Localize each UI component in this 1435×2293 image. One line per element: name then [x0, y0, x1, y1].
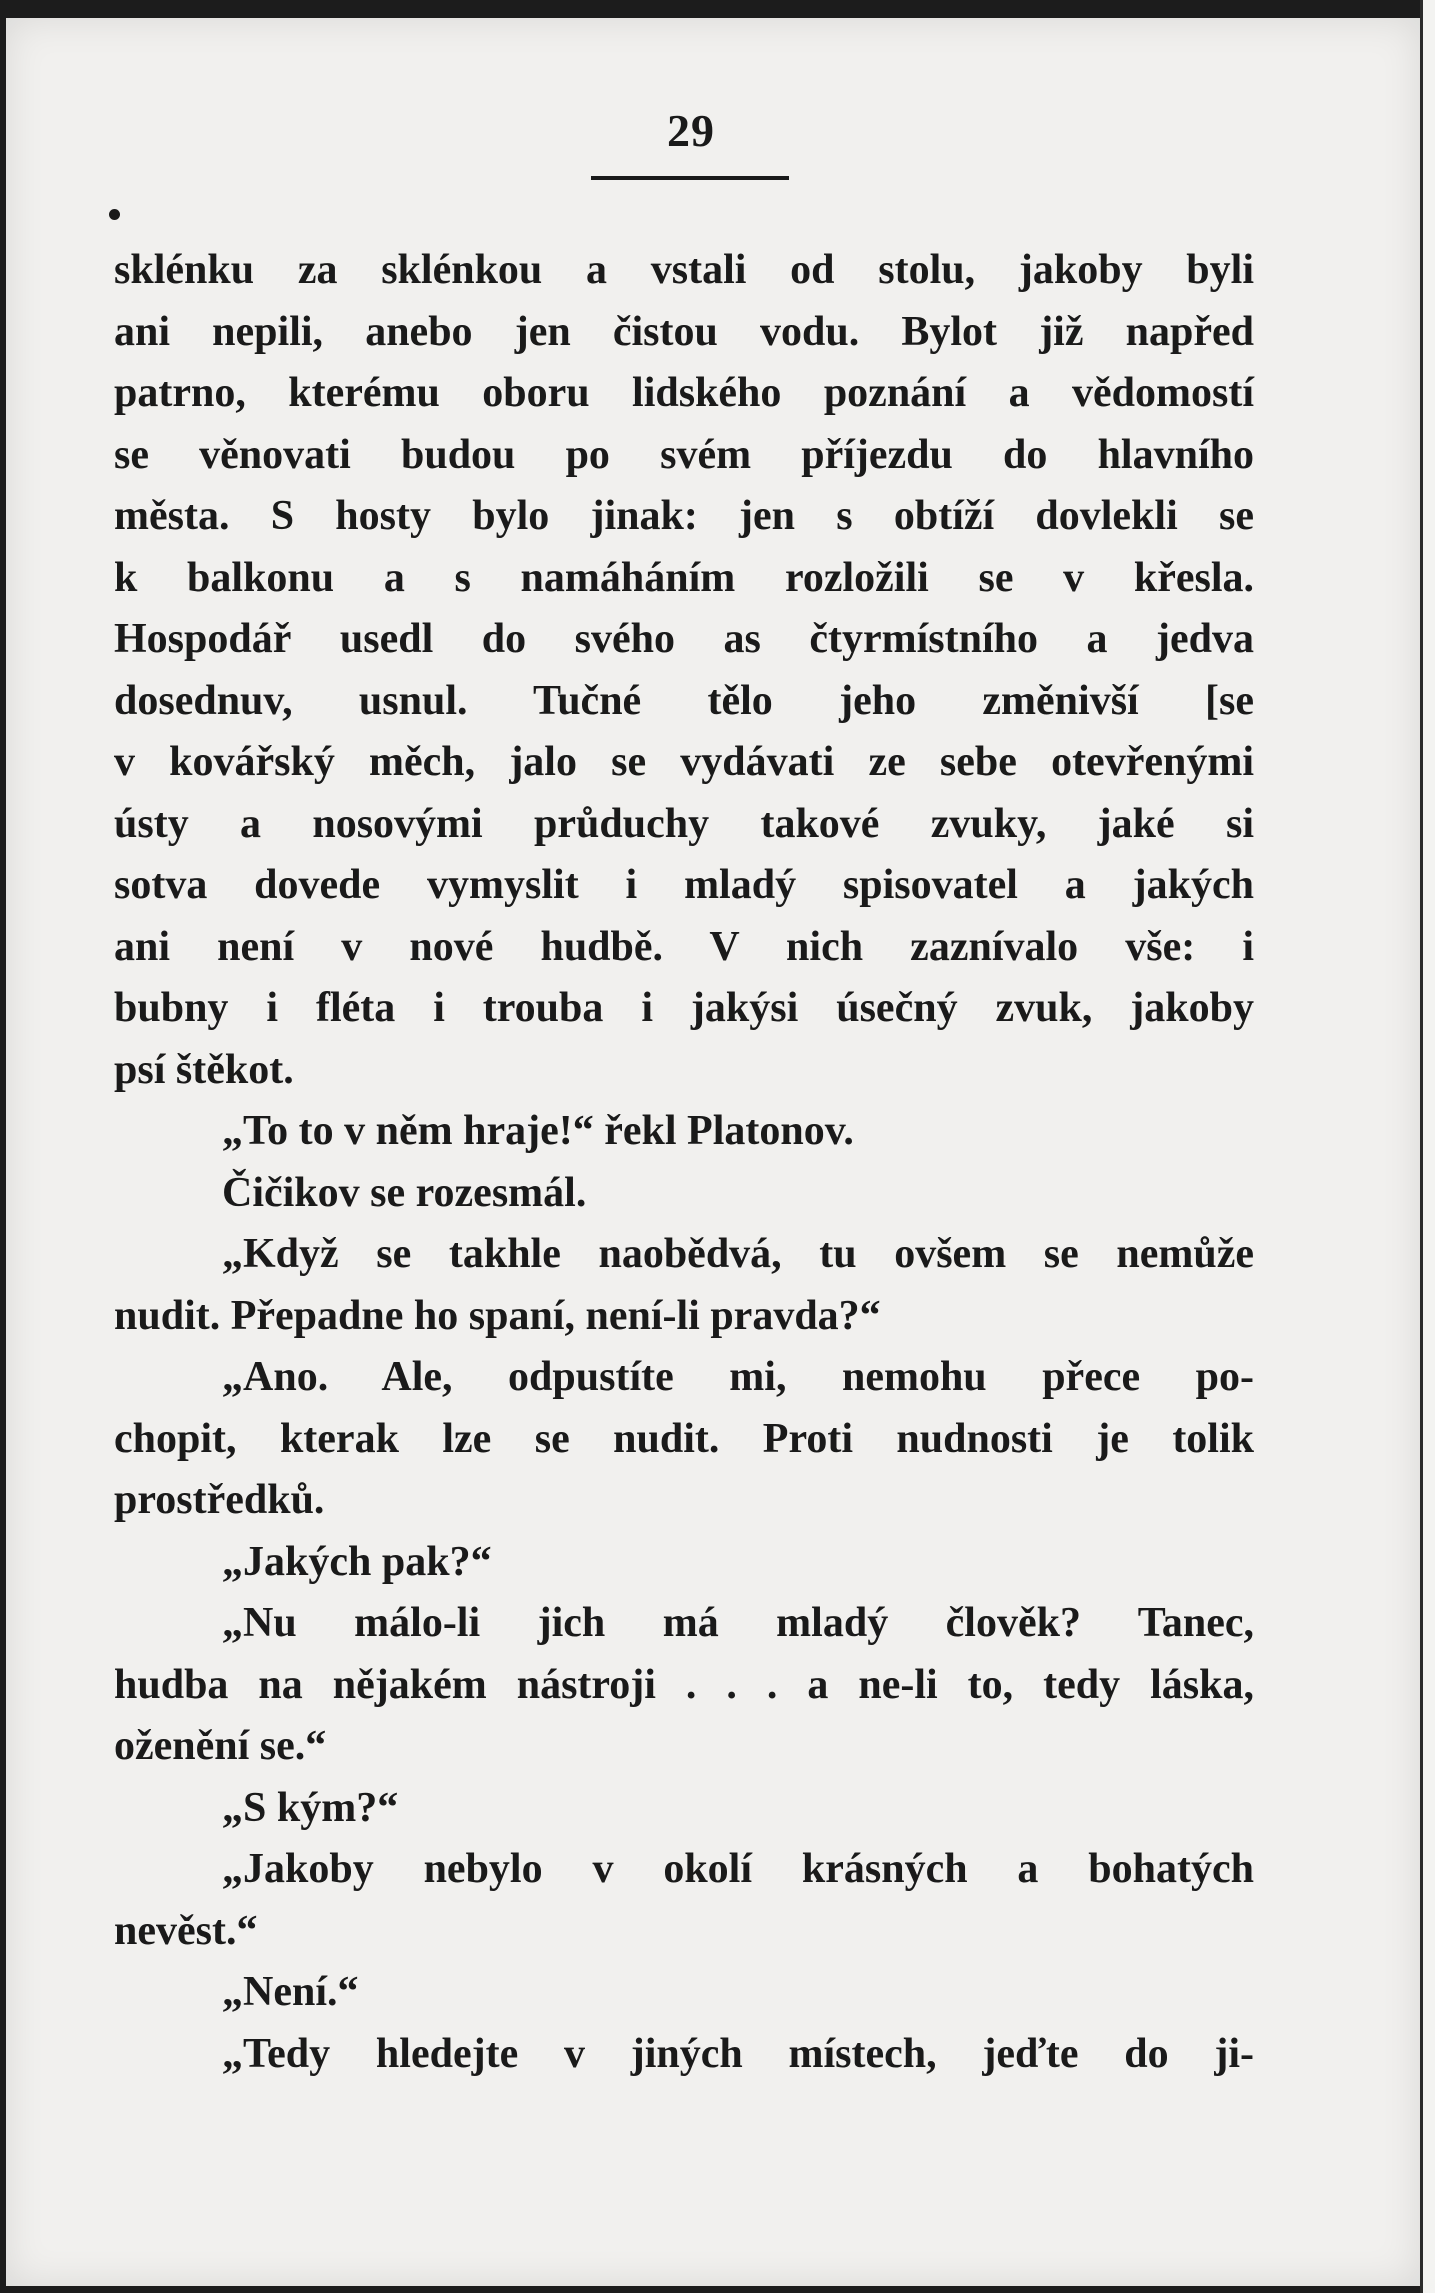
text-line: sklénku za sklénkou a vstali od stolu, jakoby byli — [114, 247, 1254, 293]
text-line: se věnovati budou po svém příjezdu do hlavního — [114, 431, 1254, 478]
text-line: Hospodář usedl do svého as čtyrmístního a jedva — [114, 616, 1254, 662]
text-line: nudit. Přepadne ho spaní, není-li pravda?“ — [114, 1292, 881, 1339]
text-line: dosednuv, usnul. Tučné tělo jeho změnivší [se — [114, 677, 1254, 724]
text-line: Čičikov se rozesmál. — [222, 1169, 587, 1216]
text-line: ani není v nové hudbě. V nich zaznívalo vše: i — [114, 923, 1254, 970]
text-line: ústy a nosovými průduchy takové zvuky, jaké si — [114, 800, 1254, 847]
text-line: „Tedy hledejte v jiných místech, jeďte do ji- — [222, 2030, 1254, 2077]
text-line: nevěst.“ — [114, 1907, 258, 1954]
text-line: bubny i fléta i trouba i jakýsi úsečný zvuk, jakoby — [114, 985, 1254, 1031]
text-line: „Není.“ — [222, 1969, 359, 2015]
text-line: psí štěkot. — [114, 1046, 294, 1093]
body-text — [114, 240, 1254, 2085]
text-line: „Když se takhle naobědvá, tu ovšem se nemůže — [222, 1231, 1254, 1277]
text-line: sotva dovede vymyslit i mladý spisovatel a jakých — [114, 862, 1254, 908]
page-number: 29 — [667, 105, 715, 156]
printer-mark — [109, 209, 120, 220]
text-line: města. S hosty bylo jinak: jen s obtíží dovlekli se — [114, 493, 1254, 539]
book-page — [6, 18, 1420, 2286]
text-line: oženění se.“ — [114, 1723, 327, 1769]
text-line: „To to v něm hraje!“ řekl Platonov. — [222, 1108, 854, 1154]
page-number-rule — [591, 176, 789, 180]
text-line: chopit, kterak lze se nudit. Proti nudnosti je tolik — [114, 1415, 1254, 1462]
text-line: „Nu málo-li jich má mladý člověk? Tanec, — [222, 1600, 1254, 1646]
text-line: ani nepili, anebo jen čistou vodu. Bylot již napřed — [114, 308, 1254, 355]
text-line: v kovářský měch, jalo se vydávati ze sebe otevřenými — [114, 739, 1254, 785]
page-edge — [1420, 0, 1435, 2293]
text-line: hudba na nějakém nástroji . . . a ne-li to, tedy láska, — [114, 1661, 1254, 1708]
text-line: „Ano. Ale, odpustíte mi, nemohu přece po- — [222, 1354, 1254, 1400]
text-line: patrno, kterému oboru lidského poznání a vědomostí — [114, 370, 1254, 416]
text-line: k balkonu a s namáháním rozložili se v křesla. — [114, 554, 1254, 601]
text-line: prostředků. — [114, 1477, 325, 1523]
text-line: „Jakoby nebylo v okolí krásných a bohatých — [222, 1846, 1254, 1892]
text-line: „Jakých pak?“ — [222, 1538, 492, 1585]
text-line: „S kým?“ — [222, 1784, 399, 1831]
